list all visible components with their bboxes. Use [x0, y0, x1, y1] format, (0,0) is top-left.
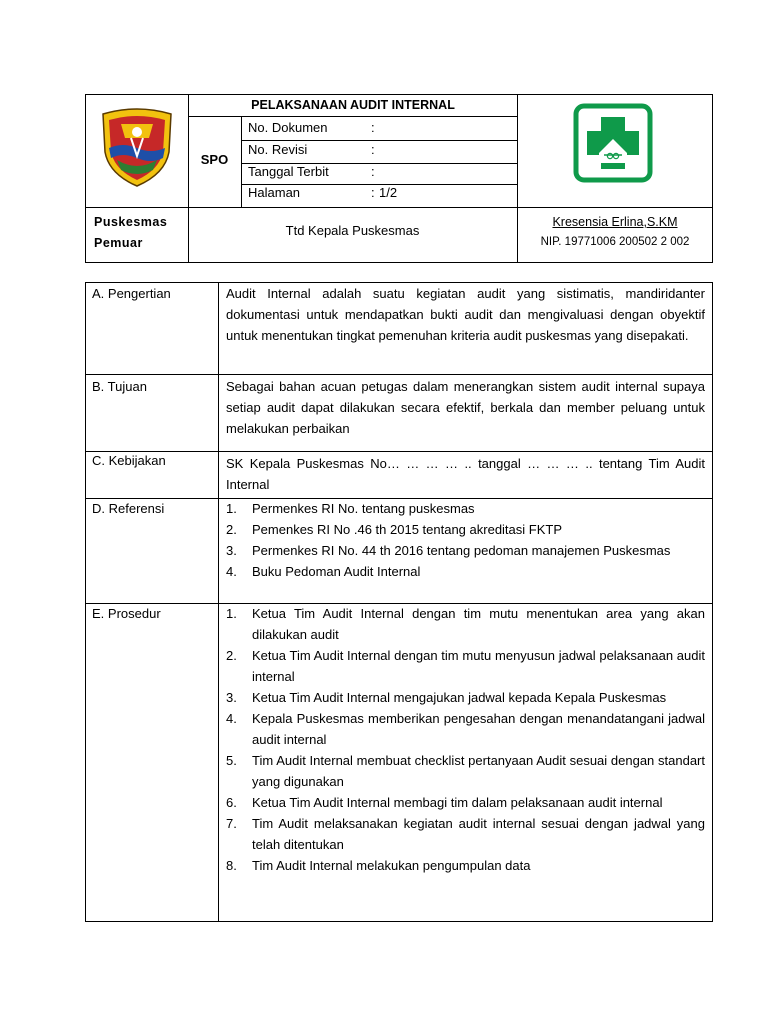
- procedure-table: [85, 282, 713, 922]
- list-item: 4. Kepala Puskesmas memberikan pengesahan dengan menandatangani jadwal audit internal: [226, 711, 705, 747]
- divider: [241, 116, 242, 207]
- puskesmas-name-line1: Puskesmas: [94, 215, 168, 229]
- section-text-tujuan: Sebagai bahan acuan petugas dalam menerangkan sistem audit internal supaya setiap audit dapat dilakukan secara efektif, berkala dan member peluang untuk melakukan perbaikan: [226, 379, 705, 436]
- section-text-pengertian: Audit Internal adalah suatu kegiatan audit yang sistimatis, mandiridanter dokumentasi untuk mendapatkan bukti audit dan mengivaluasi dengan obyektif untuk menentukan tingkat pemenuhan kriteria audit puskesmas yang disepakati.: [226, 286, 705, 343]
- signer-nip: NIP. 19771006 200502 2 002: [540, 236, 690, 248]
- section-text-kebijakan: SK Kepala Puskesmas No… … … … .. tanggal … … … .. tentang Tim Audit Internal: [226, 456, 705, 492]
- field-value-halaman: 1/2: [379, 185, 398, 200]
- list-item: 3. Ketua Tim Audit Internal mengajukan jadwal kepada Kepala Puskesmas: [226, 690, 667, 705]
- spo-label: SPO: [200, 152, 229, 167]
- puskesmas-name-line2: Pemuar: [94, 236, 143, 250]
- divider: [241, 140, 518, 141]
- column-divider: [218, 283, 219, 921]
- list-item: 7. Tim Audit melaksanakan kegiatan audit internal sesuai dengan jadwal yang telah ditentukan: [226, 816, 705, 852]
- list-item: 8. Tim Audit Internal melakukan pengumpulan data: [226, 858, 531, 873]
- list-item: 5. Tim Audit Internal membuat checklist pertanyaan Audit sesuai dengan standart yang digunakan: [226, 753, 705, 789]
- list-item: 2. Ketua Tim Audit Internal dengan tim mutu menyusun jadwal pelaksanaan audit internal: [226, 648, 705, 684]
- signer-name: Kresensia Erlina,S.KM: [552, 215, 678, 229]
- list-item: 3. Permenkes RI No. 44 th 2016 tentang pedoman manajemen Puskesmas: [226, 543, 671, 558]
- list-item: 1. Ketua Tim Audit Internal dengan tim mutu menentukan area yang akan dilakukan audit: [226, 606, 705, 642]
- list-item: 1. Permenkes RI No. tentang puskesmas: [226, 501, 475, 516]
- field-label-tanggal-terbit: Tanggal Terbit: [248, 164, 329, 179]
- regional-emblem-logo: [95, 108, 179, 193]
- field-label-no-dokumen: No. Dokumen: [248, 120, 328, 135]
- row-divider: [86, 451, 712, 452]
- divider: [86, 207, 713, 208]
- row-divider: [86, 374, 712, 375]
- field-sep: :: [371, 120, 375, 135]
- field-label-halaman: Halaman: [248, 185, 301, 200]
- puskesmas-logo: [573, 103, 653, 188]
- field-sep: :: [371, 185, 375, 200]
- ttd-label: Ttd Kepala Puskesmas: [285, 223, 420, 238]
- list-item: 6. Ketua Tim Audit Internal membagi tim dalam pelaksanaan audit internal: [226, 795, 663, 810]
- prosedur-list: [226, 603, 705, 876]
- field-sep: :: [371, 142, 375, 157]
- section-label-prosedur: E. Prosedur: [92, 606, 161, 621]
- field-sep: :: [371, 164, 375, 179]
- field-label-no-revisi: No. Revisi: [248, 142, 308, 157]
- list-item: 2. Pemenkes RI No .46 th 2015 tentang akreditasi FKTP: [226, 522, 563, 537]
- document-title: PELAKSANAAN AUDIT INTERNAL: [251, 98, 455, 112]
- section-label-pengertian: A. Pengertian: [92, 286, 171, 301]
- divider: [188, 116, 518, 117]
- document-header: [85, 94, 713, 263]
- referensi-list: [226, 498, 705, 582]
- section-label-referensi: D. Referensi: [92, 501, 165, 516]
- list-item: 4. Buku Pedoman Audit Internal: [226, 564, 421, 579]
- section-label-tujuan: B. Tujuan: [92, 379, 147, 394]
- section-label-kebijakan: C. Kebijakan: [92, 453, 166, 468]
